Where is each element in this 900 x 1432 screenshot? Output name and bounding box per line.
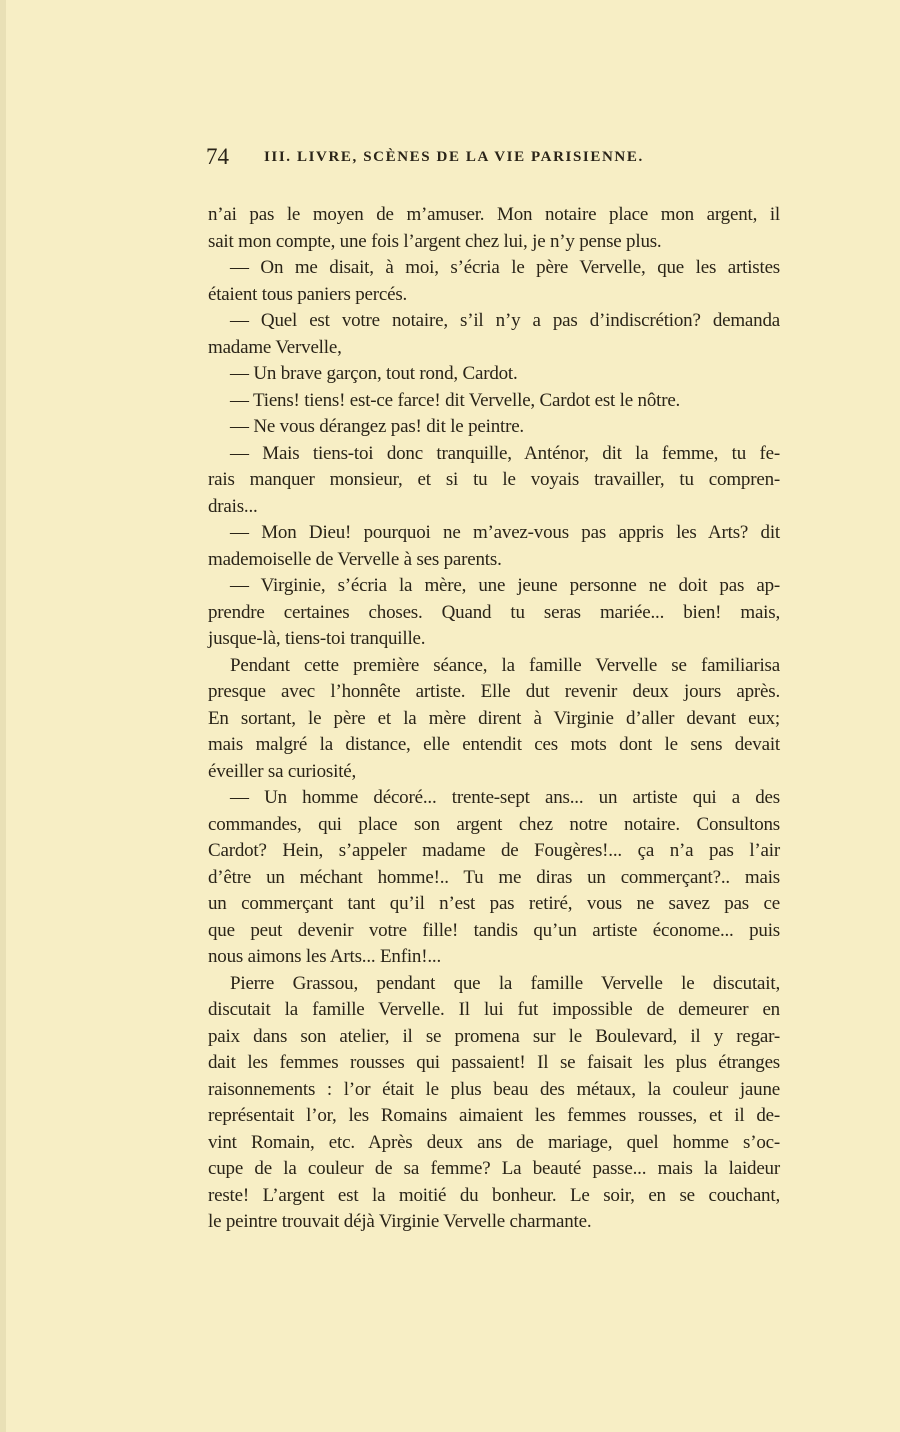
text-line: Cardot? Hein, s’appeler madame de Fougères!... ça n’a pas l’air [208,840,780,861]
text-line: madame Vervelle, [208,336,342,358]
page-number: 74 [206,144,229,169]
page-body [208,202,780,1236]
text-line: En sortant, le père et la mère dirent à Virginie d’aller devant eux; [208,707,780,729]
text-line: — Tiens! tiens! est-ce farce! dit Vervelle, Cardot est le nôtre. [230,389,681,411]
paragraph [208,361,780,388]
text-line: n’ai pas le moyen de m’amuser. Mon notaire place mon argent, il [208,204,780,225]
text-line: presque avec l’honnête artiste. Elle dut revenir deux jours après. [208,681,780,702]
page-header [206,144,780,170]
paragraph [208,308,780,361]
text-line: mademoiselle de Vervelle à ses parents. [208,548,502,570]
scan-edge [0,0,6,1432]
text-line: — Mon Dieu! pourquoi ne m’avez-vous pas appris les Arts? dit [230,522,780,543]
text-line: prendre certaines choses. Quand tu seras mariée... bien! mais, [208,601,780,623]
text-line: représentait l’or, les Romains aimaient les femmes rousses, et il de- [208,1105,780,1126]
text-line: Pendant cette première séance, la famille Vervelle se familiarisa [230,654,780,676]
text-line: que peut devenir votre fille! tandis qu’un artiste économe... puis [208,919,780,941]
text-line: discutait la famille Vervelle. Il lui fut impossible de demeurer en [208,999,780,1020]
paragraph [208,414,780,441]
text-line: éveiller sa curiosité, [208,760,357,782]
text-line: étaient tous paniers percés. [208,283,408,305]
text-line: mais malgré la distance, elle entendit ces mots dont le sens devait [208,734,780,755]
text-line: nous aimons les Arts... Enfin!... [208,946,441,967]
text-line: le peintre trouvait déjà Virginie Vervelle charmante. [208,1211,592,1232]
text-line: jusque-là, tiens-toi tranquille. [208,628,426,649]
text-line: sait mon compte, une fois l’argent chez lui, je n’y pense plus. [208,230,662,252]
text-line: vint Romain, etc. Après deux ans de mariage, quel homme s’oc- [208,1131,780,1153]
text-line: — Un brave garçon, tout rond, Cardot. [230,363,518,384]
text-line: — Quel est votre notaire, s’il n’y a pas d’indiscrétion? demanda [230,310,780,331]
text-line: — Un homme décoré... trente-sept ans... un artiste qui a des [230,787,780,808]
paragraph [208,653,780,786]
paragraph [208,573,780,653]
paragraph [208,785,780,971]
text-line: dait les femmes rousses qui passaient! Il se faisait les plus étranges [208,1052,780,1073]
paragraph [208,388,780,415]
text-line: cupe de la couleur de sa femme? La beauté passe... mais la laideur [208,1158,780,1179]
text-line: — Virginie, s’écria la mère, une jeune personne ne doit pas ap- [230,575,780,596]
text-line: — Mais tiens-toi donc tranquille, Anténor, dit la femme, tu fe- [230,442,780,464]
text-line: d’être un méchant homme!.. Tu me diras un commerçant?.. mais [208,866,780,888]
text-line: un commerçant tant qu’il n’est pas retiré, vous ne savez pas ce [208,893,780,914]
text-line: commandes, qui place son argent chez notre notaire. Consultons [208,813,780,835]
running-title: III. LIVRE, SCÈNES DE LA VIE PARISIENNE. [264,149,644,165]
text-line: paix dans son atelier, il se promena sur le Boulevard, il y regar- [208,1025,780,1047]
paragraph [208,441,780,521]
paragraph [208,520,780,573]
text-line: rais manquer monsieur, et si tu le voyais travailler, tu compren- [208,469,780,490]
text-line: reste! L’argent est la moitié du bonheur. Le soir, en se couchant, [208,1184,780,1206]
text-line: drais... [208,495,258,517]
paragraph [208,255,780,308]
text-line: Pierre Grassou, pendant que la famille Vervelle le discutait, [230,972,780,994]
text-line: — Ne vous dérangez pas! dit le peintre. [230,416,524,437]
text-line: raisonnements : l’or était le plus beau des métaux, la couleur jaune [208,1078,780,1100]
paragraph [208,971,780,1236]
text-line: — On me disait, à moi, s’écria le père Vervelle, que les artistes [230,257,780,278]
paragraph [208,202,780,255]
